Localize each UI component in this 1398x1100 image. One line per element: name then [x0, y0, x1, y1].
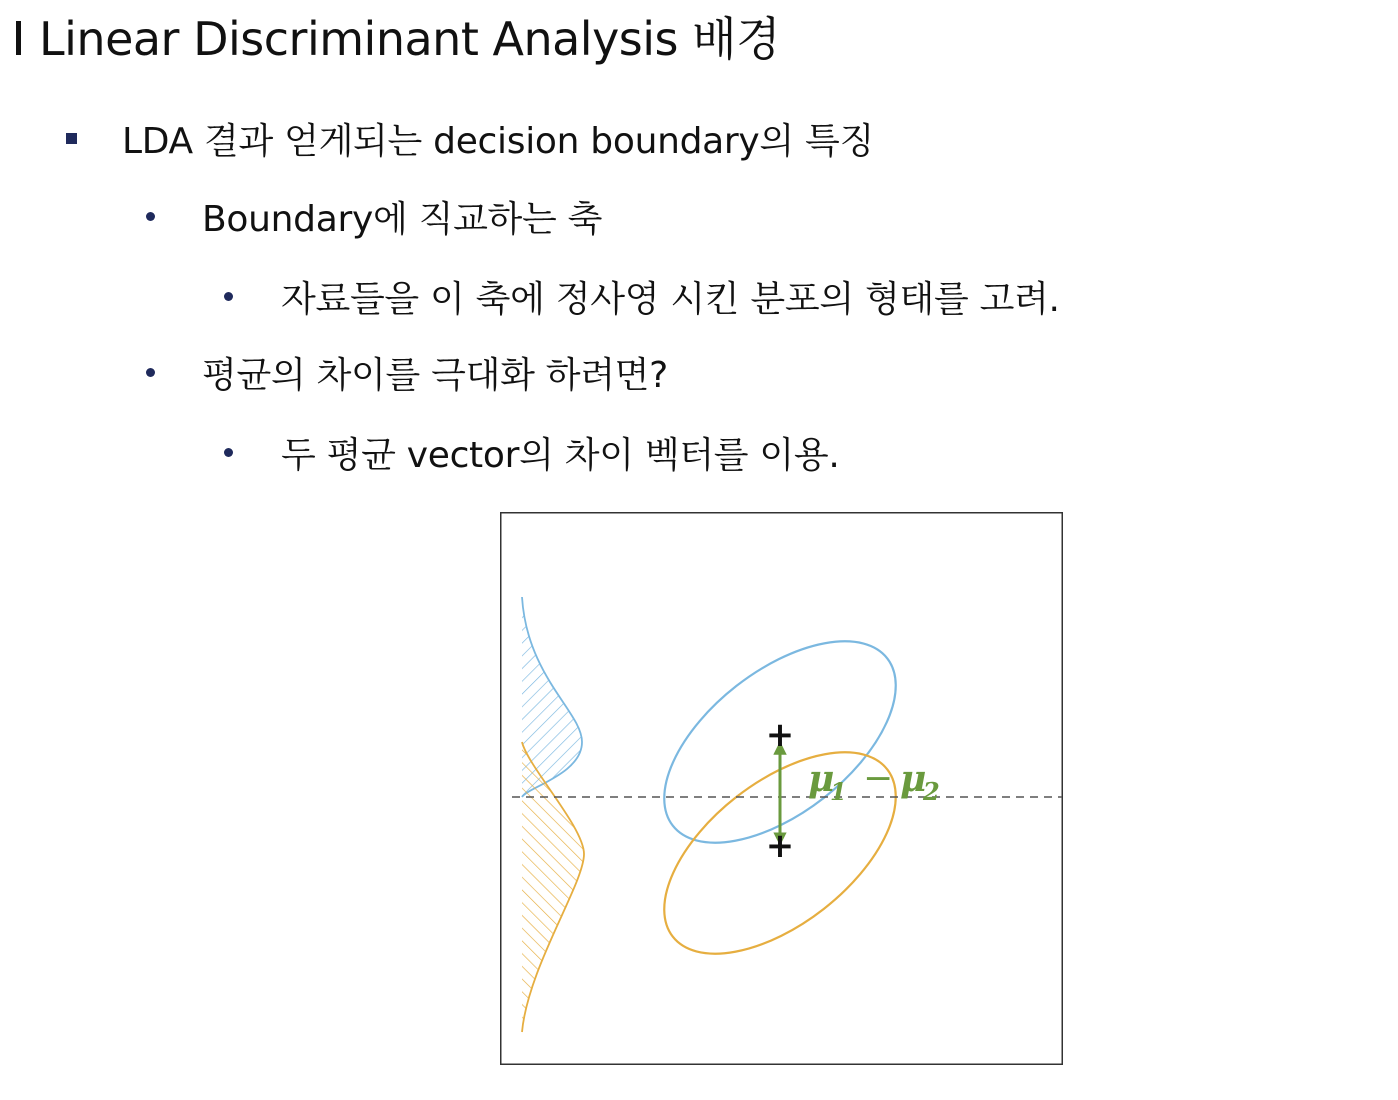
minus-sign: −	[863, 758, 894, 799]
square-bullet-icon	[66, 133, 77, 144]
bullet-text: Boundary에 직교하는 축	[202, 198, 603, 240]
dot-bullet-icon	[224, 292, 233, 301]
mu2-symbol: μ	[900, 758, 927, 800]
bullet-text: 두 평균 vector의 차이 벡터를 이용.	[281, 434, 840, 476]
mu2-subscript: 2	[923, 777, 940, 806]
title-text: Linear Discriminant Analysis 배경	[39, 12, 781, 66]
class1-mean-plus: +	[765, 715, 795, 755]
bullet-text: LDA 결과 얻게되는 decision boundary의 특징	[122, 120, 874, 162]
bullet-level3-difference-vector	[224, 426, 839, 478]
lda-projection-figure	[500, 512, 1063, 1065]
bullet-level3-projection	[224, 270, 1060, 322]
dot-bullet-icon	[146, 212, 155, 221]
bullet-level2-maximize-mean-difference	[146, 346, 668, 398]
title-bar-marker	[16, 21, 21, 55]
class2-mean-plus: +	[765, 826, 795, 866]
bullet-text: 자료들을 이 축에 정사영 시킨 분포의 형태를 고려.	[281, 278, 1060, 320]
mu1-symbol: μ	[808, 758, 835, 800]
mu1-subscript: 1	[830, 777, 847, 806]
slide-title	[16, 6, 780, 66]
mu1-minus-mu2-label	[808, 758, 940, 806]
dot-bullet-icon	[146, 368, 155, 377]
dot-bullet-icon	[224, 448, 233, 457]
bullet-level2-orthogonal-axis	[146, 190, 602, 242]
bullet-text: 평균의 차이를 극대화 하려면?	[202, 354, 668, 396]
bullet-level1-decision-boundary	[66, 112, 874, 164]
